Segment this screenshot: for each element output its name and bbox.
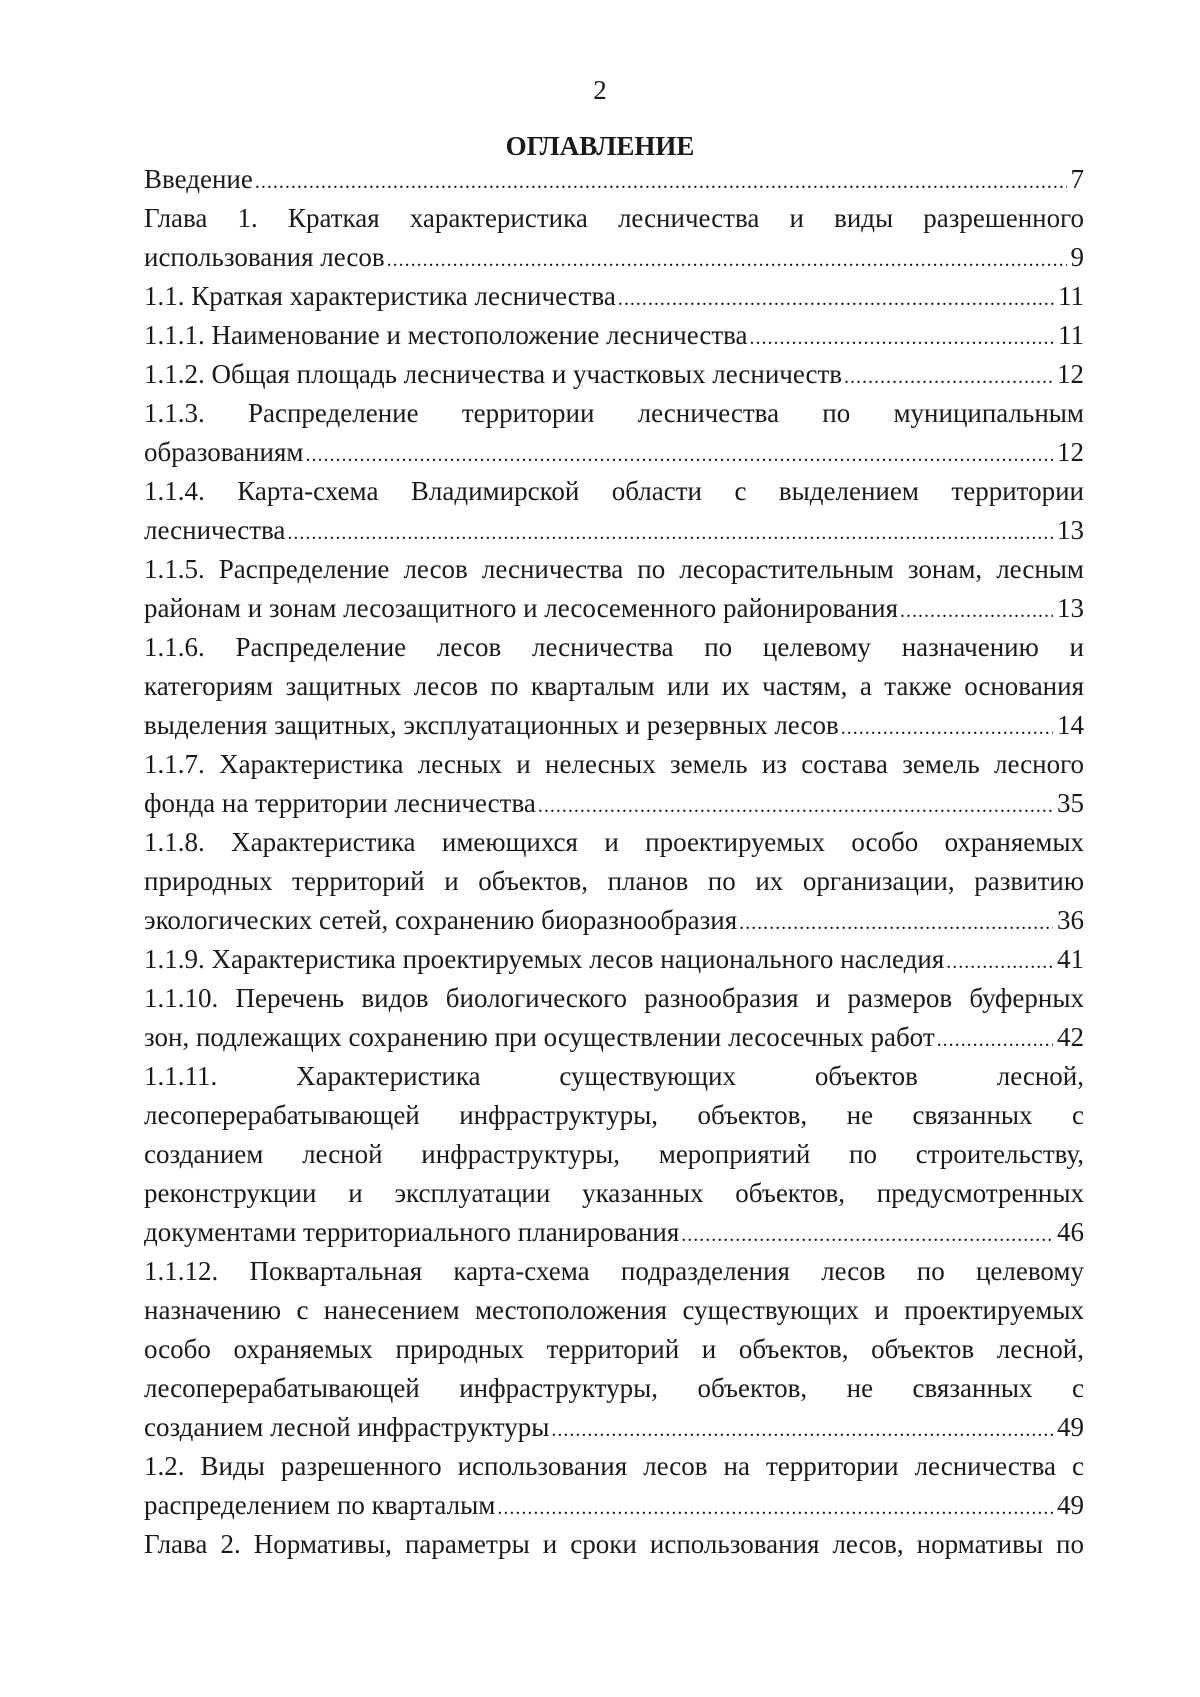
toc-entry[interactable]: [144, 979, 1084, 1057]
dot-leader: [255, 163, 1067, 202]
toc-entry-text: 1.1.9. Характеристика проектируемых лесов национального наследия: [144, 944, 945, 974]
toc-entry-text: 1.1.2. Общая площадь лесничества и участковых лесничеств: [144, 359, 843, 389]
toc-entry-line: реконструкции и эксплуатации указанных объектов, предусмотренных: [144, 1178, 1084, 1208]
toc-entry-final-line: [144, 784, 1084, 823]
toc-entry-final-line: [144, 1408, 1084, 1447]
toc-page-number: 46: [1057, 1217, 1084, 1247]
toc-entry-line: 1.2. Виды разрешенного использования лесов на территории лесничества с: [144, 1451, 1084, 1481]
toc-entry-line: 1.1.3. Распределение территории лесничества по муниципальным: [144, 398, 1084, 428]
toc-entry-text: распределением по кварталым: [144, 1490, 496, 1520]
toc-page-number: 11: [1058, 281, 1084, 311]
toc-entry-text: использования лесов: [144, 242, 385, 272]
toc-entry-line: назначению с нанесением местоположения существующих и проектируемых: [144, 1295, 1084, 1325]
dot-leader: [844, 358, 1053, 397]
toc-entry[interactable]: [144, 355, 1084, 394]
toc-entry[interactable]: [144, 394, 1084, 472]
toc-entry[interactable]: [144, 316, 1084, 355]
toc-page-number: 13: [1057, 593, 1084, 623]
dot-leader: [551, 1411, 1053, 1450]
toc-entry-text: зон, подлежащих сохранению при осуществлении лесосечных работ: [144, 1022, 935, 1052]
toc-entry-final-line: [144, 316, 1084, 355]
toc-page-number: 42: [1057, 1022, 1084, 1052]
toc-entry-line: 1.1.6. Распределение лесов лесничества по целевому назначению и: [144, 632, 1084, 662]
toc-entry-line: 1.1.12. Поквартальная карта-схема подразделения лесов по целевому: [144, 1256, 1084, 1286]
toc-entry[interactable]: [144, 160, 1084, 199]
toc-entry[interactable]: [144, 1252, 1084, 1447]
dot-leader: [618, 280, 1054, 319]
dot-leader: [900, 592, 1053, 631]
toc-entry-final-line: [144, 706, 1084, 745]
toc-entry-final-line: [144, 238, 1084, 277]
table-of-contents: [144, 160, 1084, 1564]
toc-entry-final-line: [144, 355, 1084, 394]
toc-page-number: 41: [1057, 944, 1084, 974]
toc-page-number: 49: [1057, 1490, 1084, 1520]
toc-entry[interactable]: [144, 940, 1084, 979]
toc-entry-final-line: [144, 511, 1084, 550]
toc-entry-text: выделения защитных, эксплуатационных и резервных лесов: [144, 710, 839, 740]
dot-leader: [387, 241, 1067, 280]
toc-page-number: 36: [1057, 905, 1084, 935]
dot-leader: [306, 436, 1053, 475]
dot-leader: [937, 1021, 1053, 1060]
toc-page-number: 13: [1057, 515, 1084, 545]
toc-entry-final-line: [144, 1213, 1084, 1252]
toc-entry-line: 1.1.10. Перечень видов биологического разнообразия и размеров буферных: [144, 983, 1084, 1013]
dot-leader: [946, 943, 1053, 982]
toc-entry-text: документами территориального планирования: [144, 1217, 680, 1247]
toc-page-number: 35: [1057, 788, 1084, 818]
toc-entry[interactable]: [144, 199, 1084, 277]
toc-entry[interactable]: [144, 550, 1084, 628]
toc-entry-final-line: [144, 901, 1084, 940]
toc-entry-text: 1.1. Краткая характеристика лесничества: [144, 281, 616, 311]
toc-entry-final-line: [144, 160, 1084, 199]
toc-entry-text: экологических сетей, сохранению биоразнообразия: [144, 905, 738, 935]
toc-entry-line: лесоперерабатывающей инфраструктуры, объектов, не связанных с: [144, 1100, 1084, 1130]
toc-entry-line: категориям защитных лесов по кварталым или их частям, а также основания: [144, 671, 1084, 701]
toc-entry-final-line: [144, 940, 1084, 979]
dot-leader: [497, 1489, 1053, 1528]
toc-entry[interactable]: [144, 628, 1084, 745]
toc-entry-text: 1.1.1. Наименование и местоположение лесничества: [144, 320, 748, 350]
toc-page-number: 12: [1057, 437, 1084, 467]
toc-entry-final-line: [144, 1018, 1084, 1057]
dot-leader: [750, 319, 1054, 358]
dot-leader: [287, 514, 1053, 553]
toc-entry-line: 1.1.11. Характеристика существующих объектов лесной,: [144, 1061, 1084, 1091]
dot-leader: [681, 1216, 1053, 1255]
toc-entry-line: особо охраняемых природных территорий и объектов, объектов лесной,: [144, 1334, 1084, 1364]
dot-leader: [739, 904, 1053, 943]
toc-entry-line: Глава 2. Нормативы, параметры и сроки использования лесов, нормативы по: [144, 1529, 1084, 1559]
toc-entry-text: созданием лесной инфраструктуры: [144, 1412, 550, 1442]
toc-entry-text: лесничества: [144, 515, 286, 545]
toc-entry[interactable]: [144, 745, 1084, 823]
toc-entry[interactable]: [144, 277, 1084, 316]
toc-entry-text: Введение: [144, 164, 253, 194]
toc-entry-line: 1.1.5. Распределение лесов лесничества по лесорастительным зонам, лесным: [144, 554, 1084, 584]
toc-entry-final-line: [144, 589, 1084, 628]
toc-entry-final-line: [144, 1486, 1084, 1525]
toc-entry-text: районам и зонам лесозащитного и лесосеменного районирования: [144, 593, 899, 623]
toc-page-number: 12: [1057, 359, 1084, 389]
toc-entry[interactable]: [144, 1525, 1084, 1564]
dot-leader: [841, 709, 1053, 748]
toc-entry[interactable]: [144, 472, 1084, 550]
toc-page-number: 11: [1058, 320, 1084, 350]
toc-entry-line: Глава 1. Краткая характеристика лесничества и виды разрешенного: [144, 203, 1084, 233]
page-number: 2: [593, 75, 607, 105]
dot-leader: [538, 787, 1053, 826]
toc-entry-final-line: [144, 277, 1084, 316]
toc-entry[interactable]: [144, 823, 1084, 940]
toc-entry-final-line: [144, 433, 1084, 472]
toc-entry-text: образованиям: [144, 437, 304, 467]
toc-entry-line: природных территорий и объектов, планов по их организации, развитию: [144, 866, 1084, 896]
toc-entry[interactable]: [144, 1057, 1084, 1252]
toc-entry-line: 1.1.7. Характеристика лесных и нелесных земель из состава земель лесного: [144, 749, 1084, 779]
toc-page-number: 9: [1070, 242, 1084, 272]
toc-entry-line: 1.1.4. Карта-схема Владимирской области с выделением территории: [144, 476, 1084, 506]
toc-page-number: 14: [1057, 710, 1084, 740]
toc-entry-text: фонда на территории лесничества: [144, 788, 536, 818]
toc-entry-line: 1.1.8. Характеристика имеющихся и проектируемых особо охраняемых: [144, 827, 1084, 857]
toc-page-number: 7: [1070, 164, 1084, 194]
toc-title: ОГЛАВЛЕНИЕ: [505, 131, 695, 161]
toc-page-number: 49: [1057, 1412, 1084, 1442]
toc-entry[interactable]: [144, 1447, 1084, 1525]
toc-entry-line: лесоперерабатывающей инфраструктуры, объектов, не связанных с: [144, 1373, 1084, 1403]
toc-entry-line: созданием лесной инфраструктуры, мероприятий по строительству,: [144, 1139, 1084, 1169]
